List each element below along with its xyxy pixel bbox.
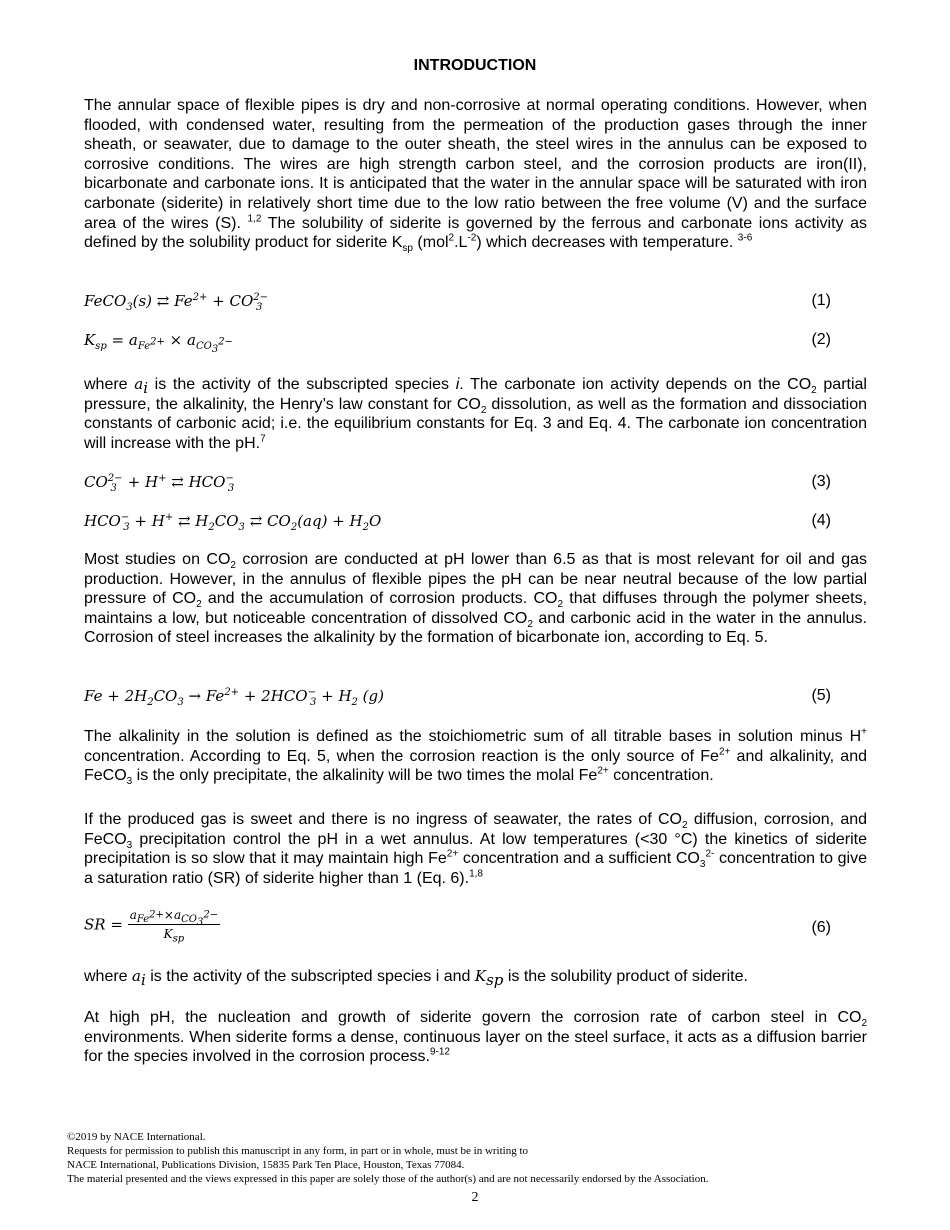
equation-number: (4) [811, 512, 831, 529]
equation-number: (5) [811, 687, 831, 704]
equation-1: FeCO$_3$(s) ⇄ $Fe^{2+} + CO^{2-}_3$ (1) [84, 292, 831, 313]
paragraph-activity-definition: where $a_i$ is the activity of the subscripted species i and $K_{sp}$ is the solubility product of siderite. [84, 967, 748, 990]
equation-number: (1) [811, 292, 831, 309]
copyright-footer [67, 1130, 708, 1186]
equation-4: $HCO^-_3 + H^+$ ⇄ $H_2CO_3$ ⇄ $CO_2(aq) + H_2O$ (4) [84, 512, 831, 533]
footer-line: Requests for permission to publish this manuscript in any form, in part or in whole, must be in writing to [67, 1145, 529, 1157]
footer-line: NACE International, Publications Division, 15835 Park Ten Place, Houston, Texas 77084. [67, 1159, 465, 1171]
paragraph-intro: The annular space of flexible pipes is dry and non-corrosive at normal operating conditions. However, when flooded, with condensed water, resulting from the permeation of the production gases through the inner sheath, or seawater, due to damage to the outer sheath, the steel wires in the annulus can be exposed to corrosive conditions. The wires are high strength carbon steel, and the corrosion products are iron(II), bicarbonate and carbonate ions. It is anticipated that the water in the annular space will be saturated with iron carbonate (siderite) in relatively short time due to the low ratio between the free volume (V) and the surface area of the wires (S). $^{1,2}$ The solubility of siderite is governed by the ferrous and carbonate ions activity as defined by the solubility product for siderite $K_{sp}$ $(mol^2.L^{-2})$ which decreases with temperature. $^{3-6}$ [84, 97, 868, 255]
section-heading: INTRODUCTION [413, 57, 537, 74]
equation-number: (2) [811, 331, 831, 348]
footer-line: The material presented and the views expressed in this paper are solely those of the author(s) and are not necessarily endorsed by the Association. [67, 1173, 709, 1185]
paragraph-co2-studies: Most studies on $CO_2$ corrosion are conducted at pH lower than 6.5 as that is most relevant for oil and gas production. However, in the annulus of flexible pipes the pH can be near neutral because of the low partial pressure of $CO_2$ and the accumulation of corrosion products. $CO_2$ that diffuses through the polymer sheets, maintains a low, but noticeable concentration of dissolved $CO_2$ and carbonic acid in the water in the annulus. Corrosion of steel increases the alkalinity by the formation of bicarbonate ion, according to Eq. 5. [84, 551, 868, 647]
equation-5: $Fe + 2H_2CO_3 \to Fe^{2+} + 2HCO^-_3 + H_2$ (g) (5) [84, 687, 831, 708]
equation-number: (6) [811, 919, 831, 936]
equation-6: SR = $\frac{a_{Fe^{2+}}\times a_{CO_3^{2-}}}{K_{sp}}$ (6) [84, 908, 831, 945]
page-number: 2 [471, 1190, 479, 1205]
footer-line: ©2019 by NACE International. [67, 1131, 206, 1143]
saturation-ratio-fraction: $\frac{a_{Fe^{2+}}\times a_{CO_3^{2-}}}{K_{sp}}$ [129, 908, 219, 945]
equation-number: (3) [811, 473, 831, 490]
equation-2: $K_{sp} = a_{Fe^{2+}} \times a_{CO_3^{2-}}$ (2) [84, 331, 831, 355]
paragraph-alkalinity: The alkalinity in the solution is defined as the stoichiometric sum of all titrable bases in solution minus H+ concentration. According to Eq. 5, when the corrosion reaction is the only source of $Fe^{2+}$ and alkalinity, and FeCO$_3$ is the only precipitate, the alkalinity will be two times the molal $Fe^{2+}$ concentration. [84, 726, 868, 788]
paragraph-activity: where $a_i$ is the activity of the subscripted species i. The carbonate ion activity depends on the $CO_2$ partial pressure, the alkalinity, the Henry’s law constant for $CO_2$ dissolution, as well as the formation and dissociation constants of carbonic acid; i.e. the equilibrium constants for Eq. 3 and Eq. 4. The carbonate ion concentration will increase with the pH.$^7$ [84, 375, 868, 452]
paragraph-sweet-gas: If the produced gas is sweet and there is no ingress of seawater, the rates of $CO_2$ diffusion, corrosion, and FeCO$_3$ precipitation control the pH in a wet annulus. At low temperatures (<30 °C) the kinetics of siderite precipitation is so slow that it may maintain high $Fe^{2+}$ concentration and a sufficient $CO_3^{2-}$ concentration to give a saturation ratio (SR) of siderite higher than 1 (Eq. 6).$^{1,8}$ [84, 811, 868, 887]
paragraph-high-ph: At high pH, the nucleation and growth of siderite govern the corrosion rate of carbon steel in $CO_2$ environments. When siderite forms a dense, continuous layer on the steel surface, it acts as a diffusion barrier for the species involved in the corrosion process.$^{9-12}$ [84, 1009, 867, 1066]
equation-3: $CO^{2-}_3 + H^+$ ⇄ $HCO^-_3$ (3) [84, 473, 831, 494]
